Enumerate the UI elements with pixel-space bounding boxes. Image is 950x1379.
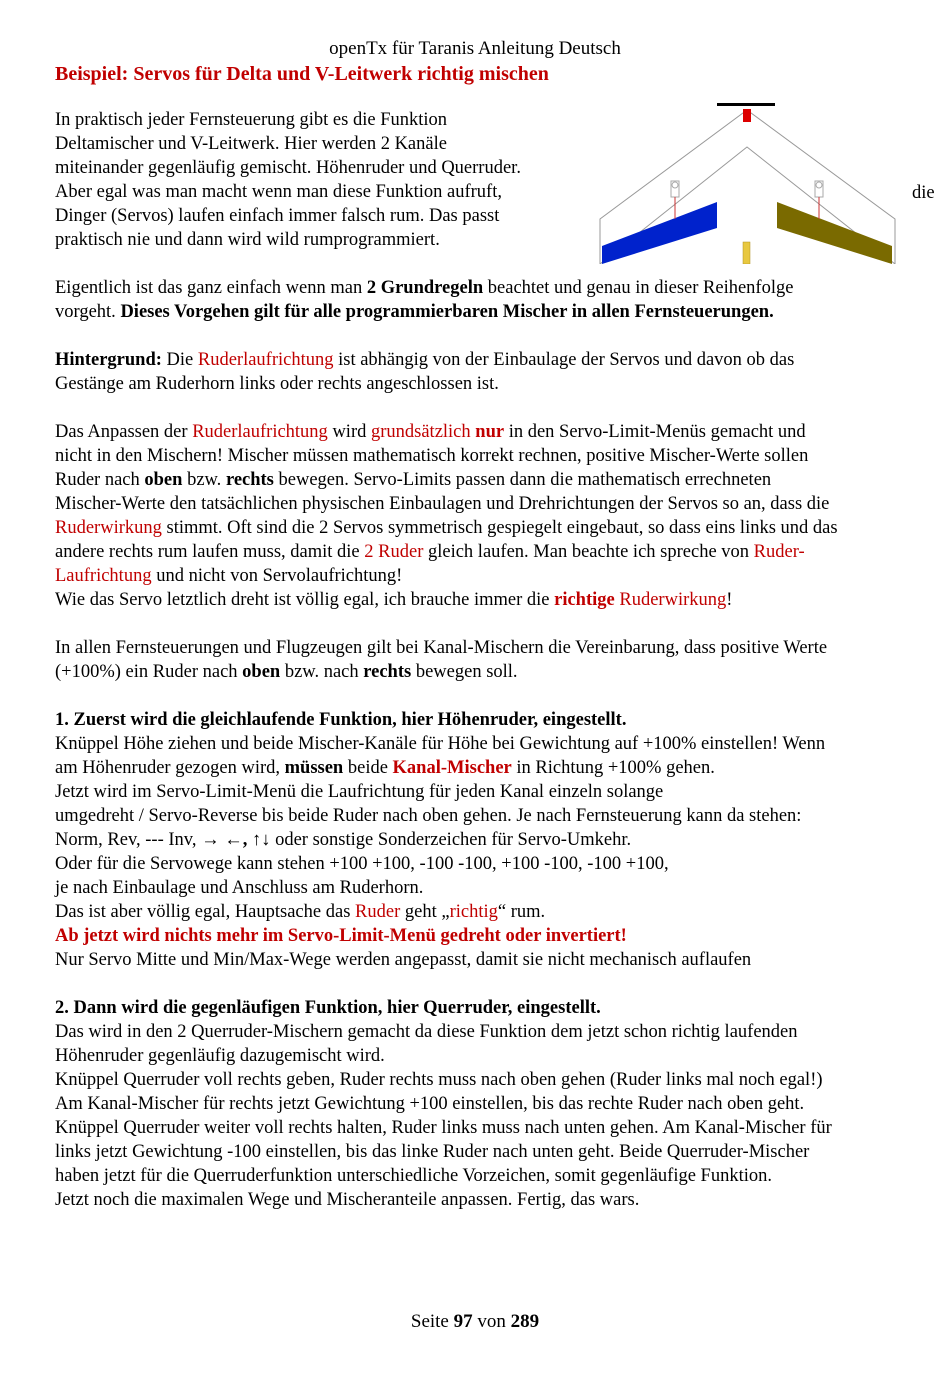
emphasis: nur — [475, 422, 505, 442]
section-elevator — [55, 708, 940, 972]
intro-line: Aber egal was man macht wenn man diese Funktion aufruft, — [55, 182, 502, 202]
text: Ruder nach — [55, 470, 145, 490]
emphasis: müssen — [284, 758, 344, 778]
wing-top-bar — [717, 103, 775, 106]
text: gleich laufen. Man beachte ich spreche von — [423, 542, 754, 562]
text: Höhenruder gegenläufig dazugemischt wird. — [55, 1046, 385, 1066]
text: Knüppel Querruder weiter voll rechts halten, Ruder links muss nach unten gehen. Am Kanal-Mischer für — [55, 1118, 832, 1138]
text: Das wird in den 2 Querruder-Mischern gemacht da diese Funktion dem jetzt schon richtig laufenden — [55, 1022, 798, 1042]
text: und nicht von Servolaufrichtung! — [151, 566, 403, 586]
text: Wie das Servo letztlich dreht ist völlig egal, ich brauche immer die — [55, 590, 555, 610]
section-heading: 2. Dann wird die gegenläufigen Funktion, hier Querruder, eingestellt. — [55, 998, 601, 1018]
text: bewegen. Servo-Limits passen dann die mathematisch errechneten — [273, 470, 772, 490]
section-heading: 1. Zuerst wird die gleichlaufende Funktion, hier Höhenruder, eingestellt. — [55, 710, 627, 730]
text: (+100%) ein Ruder nach — [55, 662, 243, 682]
text: In allen Fernsteuerungen und Flugzeugen gilt bei Kanal-Mischern die Vereinbarung, dass positive Werte — [55, 638, 828, 658]
term: Ruder- — [753, 542, 805, 562]
emphasis: rechts — [363, 662, 412, 682]
footer-text: von — [472, 1311, 511, 1332]
page-total: 289 — [510, 1311, 540, 1332]
text: bzw. — [182, 470, 226, 490]
term: Ruderlaufrichtung — [197, 350, 334, 370]
text: Das ist aber völlig egal, Hauptsache das — [55, 902, 356, 922]
paragraph-background — [55, 348, 940, 396]
term: richtig — [449, 902, 498, 922]
footer-text: Seite — [410, 1311, 454, 1332]
term: Ruderlaufrichtung — [192, 422, 328, 442]
text: Gestänge am Ruderhorn links oder rechts angeschlossen ist. — [55, 374, 499, 394]
emphasis: Kanal-Mischer — [392, 758, 512, 778]
text: Jetzt noch die maximalen Wege und Mischeranteile anpassen. Fertig, das wars. — [55, 1190, 640, 1210]
term: Laufrichtung — [55, 566, 152, 586]
text: in Richtung +100% gehen. — [511, 758, 715, 778]
document-body — [55, 276, 940, 1212]
text: ist abhängig von der Einbaulage der Servos und davon ob das — [333, 350, 795, 370]
text: bewegen soll. — [411, 662, 518, 682]
intro-line: In praktisch jeder Fernsteuerung gibt es die Funktion — [55, 110, 448, 130]
term: Ruderwirkung — [55, 518, 162, 538]
text: ! — [726, 590, 733, 610]
intro-line: Dinger (Servos) laufen einfach immer falsch rum. Das passt — [55, 206, 500, 226]
text: Eigentlich ist das ganz einfach wenn man — [55, 278, 367, 298]
text: bzw. nach — [280, 662, 364, 682]
text: Die — [161, 350, 198, 370]
paragraph-rules — [55, 276, 940, 324]
text: “ rum. — [497, 902, 546, 922]
text: haben jetzt für die Querruderfunktion unterschiedliche Vorzeichen, somit gegenläufige Funktion. — [55, 1166, 773, 1186]
text: Oder für die Servowege kann stehen +100 +100, -100 -100, +100 -100, -100 +100, — [55, 854, 669, 874]
text: Knüppel Höhe ziehen und beide Mischer-Kanäle für Höhe bei Gewichtung auf +100% einstellen! Wenn — [55, 734, 826, 754]
term: 2 Ruder — [364, 542, 424, 562]
paragraph-servo-limits — [55, 420, 940, 612]
nose-marker — [743, 109, 751, 122]
text: umgedreht / Servo-Reverse bis beide Ruder nach oben gehen. Je nach Fernsteuerung kann da stehen: — [55, 806, 802, 826]
text: wird — [327, 422, 371, 442]
emphasis: oben — [242, 662, 281, 682]
page-title: Beispiel: Servos für Delta und V-Leitwerk richtig mischen — [55, 63, 549, 85]
text: vorgeht. — [55, 302, 121, 322]
text: Am Kanal-Mischer für rechts jetzt Gewichtung +100 einstellen, bis das rechte Ruder nach oben geht. — [55, 1094, 805, 1114]
page-number: 97 — [453, 1311, 473, 1332]
text: Knüppel Querruder voll rechts geben, Ruder rechts muss nach oben gehen (Ruder links mal noch egal!) — [55, 1070, 823, 1090]
page-footer — [0, 1310, 950, 1334]
text: Das Anpassen der — [55, 422, 193, 442]
fin — [743, 242, 750, 264]
emphasis: 2 Grundregeln — [366, 278, 484, 298]
text: Jetzt wird im Servo-Limit-Menü die Laufrichtung für jeden Kanal einzeln solange — [55, 782, 664, 802]
emphasis: richtige — [554, 590, 615, 610]
paragraph-convention — [55, 636, 940, 684]
intro-line: Deltamischer und V-Leitwerk. Hier werden 2 Kanäle — [55, 134, 447, 154]
text: in den Servo-Limit-Menüs gemacht und — [504, 422, 806, 442]
label: Hintergrund: — [55, 350, 162, 370]
text: oder sonstige Sonderzeichen für Servo-Umkehr. — [270, 830, 632, 850]
text: je nach Einbaulage und Anschluss am Ruderhorn. — [55, 878, 424, 898]
emphasis: oben — [144, 470, 183, 490]
text: stimmt. Oft sind die 2 Servos symmetrisch gespiegelt eingebaut, so dass eins links und das — [161, 518, 838, 538]
text: links jetzt Gewichtung -100 einstellen, bis das linke Ruder nach unten geht. Beide Querruder-Mischer — [55, 1142, 810, 1162]
section-aileron — [55, 996, 940, 1212]
text: am Höhenruder gezogen wird, — [55, 758, 285, 778]
arrow-symbols: → ←, ↑↓ — [201, 830, 271, 850]
term: Ruderwirkung — [619, 590, 727, 610]
text: andere rechts rum laufen muss, damit die — [55, 542, 365, 562]
intro-trailing-word: die — [912, 183, 935, 203]
intro-paragraph — [55, 108, 575, 252]
text: Mischer-Werte den tatsächlichen physischen Einbaulagen und Drehrichtungen der Servos so an, dass die — [55, 494, 830, 514]
warning-text: Ab jetzt wird nichts mehr im Servo-Limit-Menü gedreht oder invertiert! — [55, 926, 627, 946]
text: nicht in den Mischern! Mischer müssen mathematisch korrekt rechnen, positive Mischer-Werte sollen — [55, 446, 809, 466]
delta-wing-illustration — [597, 97, 898, 264]
emphasis: Dieses Vorgehen gilt für alle programmierbaren Mischer in allen Fernsteuerungen. — [120, 302, 774, 322]
text: Norm, Rev, --- Inv, — [55, 830, 202, 850]
text: Nur Servo Mitte und Min/Max-Wege werden angepasst, damit sie nicht mechanisch auflaufen — [55, 950, 752, 970]
emphasis: rechts — [225, 470, 274, 490]
term: grundsätzlich — [370, 422, 471, 442]
page-header: openTx für Taranis Anleitung Deutsch — [329, 38, 621, 59]
intro-line: praktisch nie und dann wird wild rumprogrammiert. — [55, 230, 440, 250]
text: beachtet und genau in dieser Reihenfolge — [483, 278, 794, 298]
text: geht „ — [400, 902, 450, 922]
text: beide — [343, 758, 393, 778]
term: Ruder — [355, 902, 401, 922]
intro-line: miteinander gegenläufig gemischt. Höhenruder und Querruder. — [55, 158, 521, 178]
